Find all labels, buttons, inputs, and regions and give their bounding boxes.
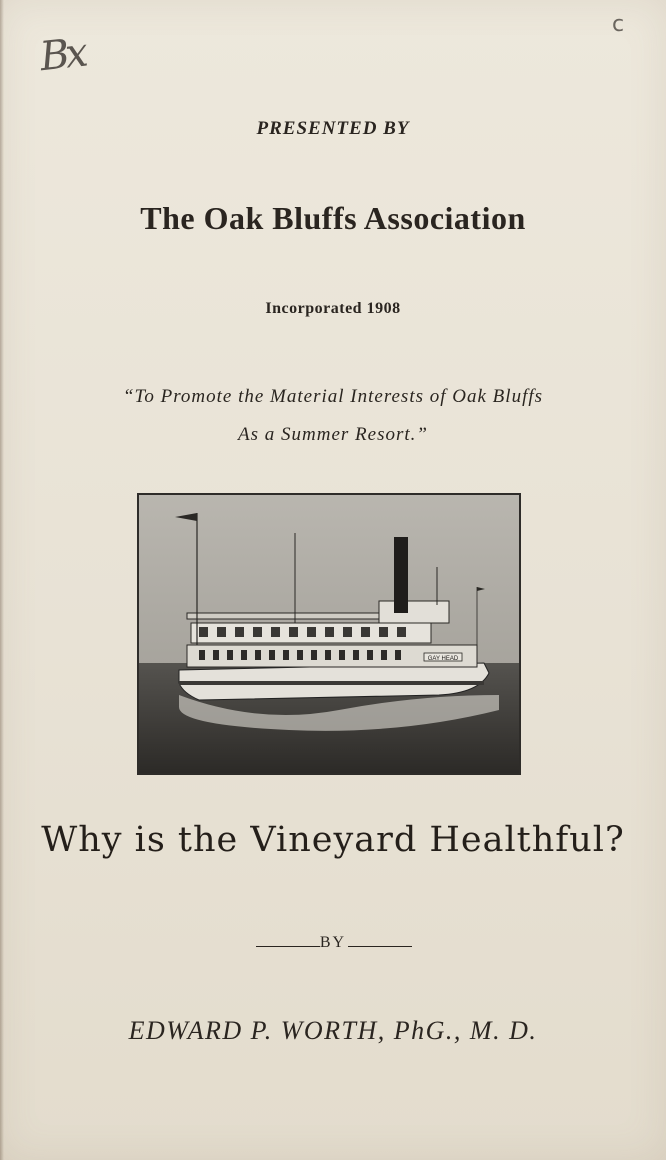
main-deck-windows [199, 650, 401, 660]
handwritten-note: Bx [37, 29, 87, 81]
pilot-house [379, 601, 449, 623]
author-name: EDWARD P. WORTH, PhG., M. D. [128, 1016, 538, 1045]
motto [0, 378, 666, 454]
steamboat-photo [137, 493, 521, 775]
by-label: BY [319, 934, 347, 951]
incorporated-line: Incorporated 1908 [265, 300, 401, 317]
name-board-text: GAY HEAD [427, 656, 459, 662]
by-rule-right [348, 946, 412, 947]
page-edge-shadow [0, 0, 4, 1160]
organization-name: The Oak Bluffs Association [140, 200, 526, 236]
presented-by-text: PRESENTED BY [256, 118, 410, 139]
smokestack [394, 537, 408, 613]
hull-stripe [179, 681, 484, 685]
motto-line-2: As a Summer Resort.” [238, 424, 428, 445]
pamphlet-title: Why is the Vineyard Healthful? [41, 820, 625, 860]
motto-line-1: “To Promote the Material Interests of Oak Bluffs [122, 386, 544, 407]
steamboat-illustration [139, 495, 519, 773]
corner-pencil-mark: c [612, 12, 625, 37]
